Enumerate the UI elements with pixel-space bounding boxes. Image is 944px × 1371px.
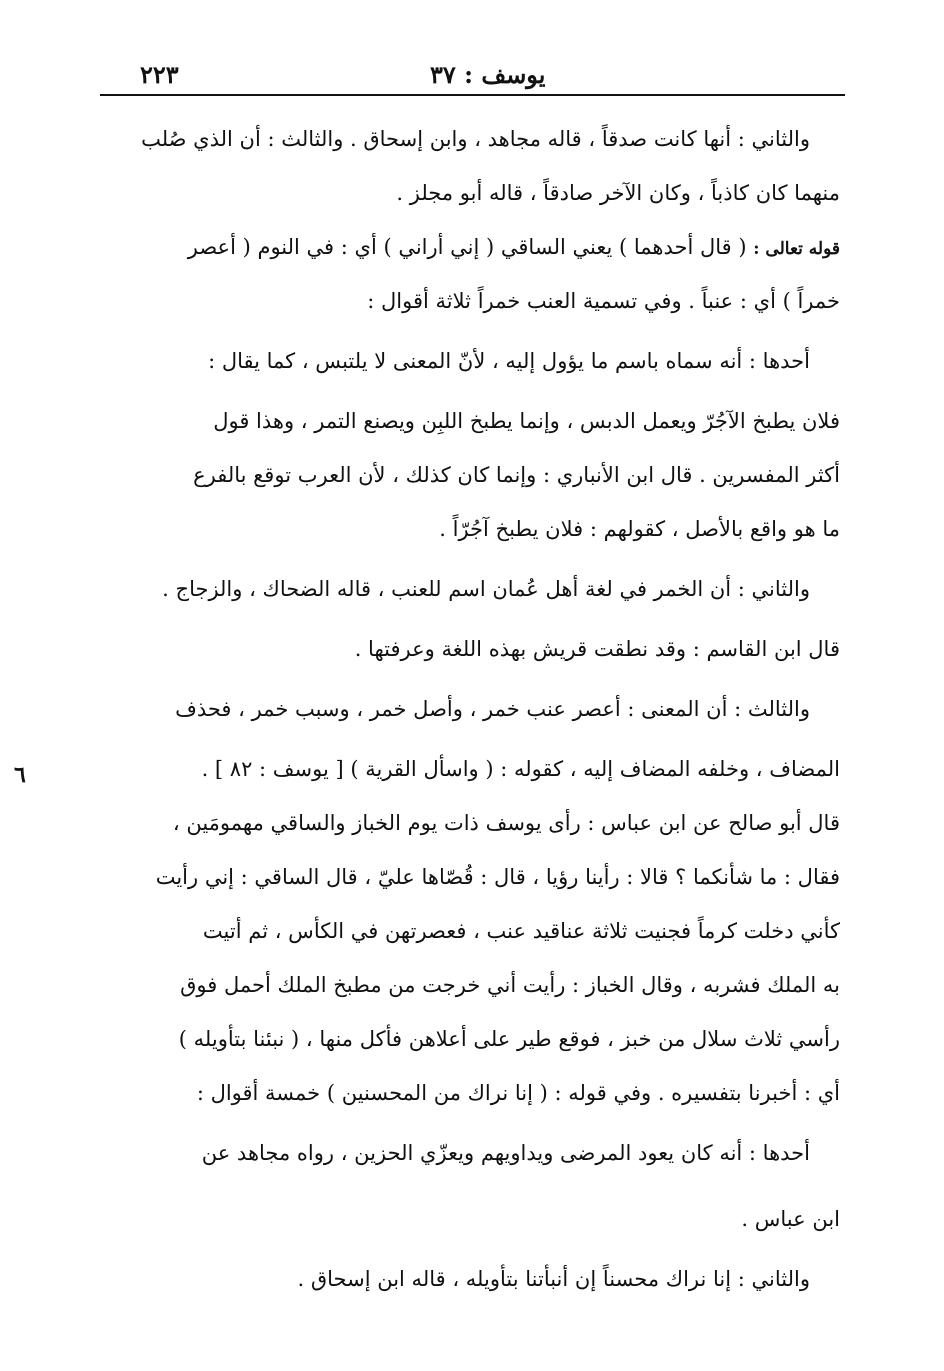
text-line: أحدها : أنه سماه باسم ما يؤول إليه ، لأنّ المعنى لا يلتبس ، كما يقال : <box>208 349 810 373</box>
body-text <box>95 112 840 1306</box>
text-line: كأني دخلت كرماً فجنيت ثلاثة عناقيد عنب ، فعصرتهن في الكأس ، ثم أتيت <box>202 919 840 943</box>
text-line: قال ابن القاسم : وقد نطقت قريش بهذه اللغة وعرفتها . <box>354 637 840 661</box>
text-line: والثالث : أن المعنى : أعصر عنب خمر ، وأصل خمر ، وسبب خمر ، فحذف <box>175 697 810 721</box>
text-line: رأسي ثلاث سلال من خبز ، فوقع طير على أعلاهن فأكل منها ، ( نبئنا بتأويله ) <box>178 1027 840 1051</box>
running-head <box>100 58 840 92</box>
margin-number: ٦ <box>14 762 26 788</box>
page-number: ٢٢٣ <box>140 60 179 89</box>
text-line: منهما كان كاذباً ، وكان الآخر صادقاً ، قاله أبو مجلز . <box>396 181 840 205</box>
text-line: فلان يطبخ الآجُرّ ويعمل الدبس ، وإنما يطبخ اللبِن ويصنع التمر ، وهذا قول <box>213 409 840 433</box>
chapter-reference: يوسف : ٣٧ <box>430 60 546 89</box>
text-line-content: ( قال أحدهما ) يعني الساقي ( إني أراني ) أي : في النوم ( أعصر <box>187 235 747 259</box>
text-line: قال أبو صالح عن ابن عباس : رأى يوسف ذات يوم الخباز والساقي مهمومَين ، <box>172 811 840 835</box>
text-line: خمراً ) أي : عنباً . وفي تسمية العنب خمراً ثلاثة أقوال : <box>367 289 840 313</box>
text-line: أحدها : أنه كان يعود المرضى ويداويهم ويعزّي الحزين ، رواه مجاهد عن <box>201 1141 810 1165</box>
text-line: أي : أخبرنا بتفسيره . وفي قوله : ( إنا نراك من المحسنين ) خمسة أقوال : <box>196 1081 840 1105</box>
qawluhu-label: قوله تعالى : <box>753 239 840 259</box>
text-line: والثاني : أن الخمر في لغة أهل عُمان اسم للعنب ، قاله الضحاك ، والزجاج . <box>162 577 810 601</box>
text-line: أكثر المفسرين . قال ابن الأنباري : وإنما كان كذلك ، لأن العرب توقع بالفرع <box>193 463 840 487</box>
text-line: ابن عباس . <box>741 1207 840 1231</box>
text-line: فقال : ما شأنكما ؟ قالا : رأينا رؤيا ، قال : قُصّاها عليّ ، قال الساقي : إني رأيت <box>155 865 840 889</box>
text-line: المضاف ، وخلفه المضاف إليه ، كقوله : ( واسأل القرية ) [ يوسف : ٨٢ ] . <box>201 757 840 781</box>
text-line: ما هو واقع بالأصل ، كقولهم : فلان يطبخ آجُرّاً . <box>439 517 840 541</box>
text-line: والثاني : إنا نراك محسناً إن أنبأتنا بتأويله ، قاله ابن إسحاق . <box>297 1267 810 1291</box>
text-line: به الملك فشربه ، وقال الخباز : رأيت أني خرجت من مطبخ الملك أحمل فوق <box>180 973 840 997</box>
header-divider <box>100 94 845 96</box>
text-line: والثاني : أنها كانت صدقاً ، قاله مجاهد ، وابن إسحاق . والثالث : أن الذي صُلب <box>141 127 810 151</box>
text-line <box>95 220 840 274</box>
